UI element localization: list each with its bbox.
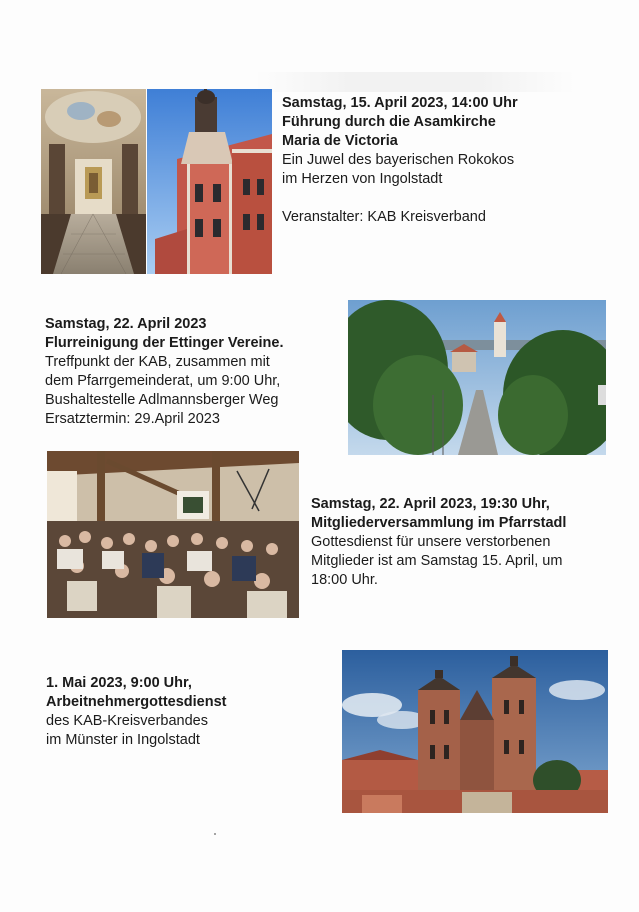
- members-meeting-photo: [47, 451, 299, 618]
- bleed-through-text: [255, 72, 575, 92]
- event-mitgliederversammlung: [311, 495, 566, 590]
- event-description: Ersatztermin: 29.April 2023: [45, 411, 220, 427]
- event-date: Samstag, 22. April 2023: [45, 316, 207, 332]
- event-title: Flurreinigung der Ettinger Vereine.: [45, 335, 284, 351]
- event-description: Gottesdienst für unsere verstorbenen: [311, 534, 551, 550]
- event-title: Mitgliederversammlung im Pfarrstadl: [311, 515, 567, 531]
- event-description: dem Pfarrgemeinderat, um 9:00 Uhr,: [45, 373, 281, 389]
- event-title: Arbeitnehmergottesdienst: [46, 694, 227, 710]
- event-description: Mitglieder ist am Samstag 15. April, um: [311, 553, 563, 569]
- event-arbeitnehmergottesdienst: [46, 674, 226, 750]
- event-organizer: Veranstalter: KAB Kreisverband: [282, 209, 486, 225]
- event-date: Samstag, 15. April 2023, 14:00 Uhr: [282, 95, 518, 111]
- asamkirche-interior-photo: [41, 89, 146, 274]
- scan-speck: [214, 833, 216, 835]
- event-title: Führung durch die Asamkirche: [282, 114, 496, 130]
- event-description: 18:00 Uhr.: [311, 572, 378, 588]
- event-date: Samstag, 22. April 2023, 19:30 Uhr,: [311, 496, 550, 512]
- event-asamkirche: [282, 94, 518, 227]
- event-description: Treffpunkt der KAB, zusammen mit: [45, 354, 270, 370]
- event-description: des KAB-Kreisverbandes: [46, 713, 208, 729]
- event-title: Maria de Victoria: [282, 133, 398, 149]
- muenster-ingolstadt-photo: [342, 650, 608, 813]
- asamkirche-exterior-photo: [147, 89, 272, 274]
- event-description: im Herzen von Ingolstadt: [282, 171, 443, 187]
- event-flurreinigung: [45, 315, 284, 429]
- event-description: Bushaltestelle Adlmannsberger Weg: [45, 392, 279, 408]
- event-description: Ein Juwel des bayerischen Rokokos: [282, 152, 515, 168]
- event-date: 1. Mai 2023, 9:00 Uhr,: [46, 675, 192, 691]
- event-description: im Münster in Ingolstadt: [46, 732, 200, 748]
- ettingen-street-photo: [348, 300, 606, 455]
